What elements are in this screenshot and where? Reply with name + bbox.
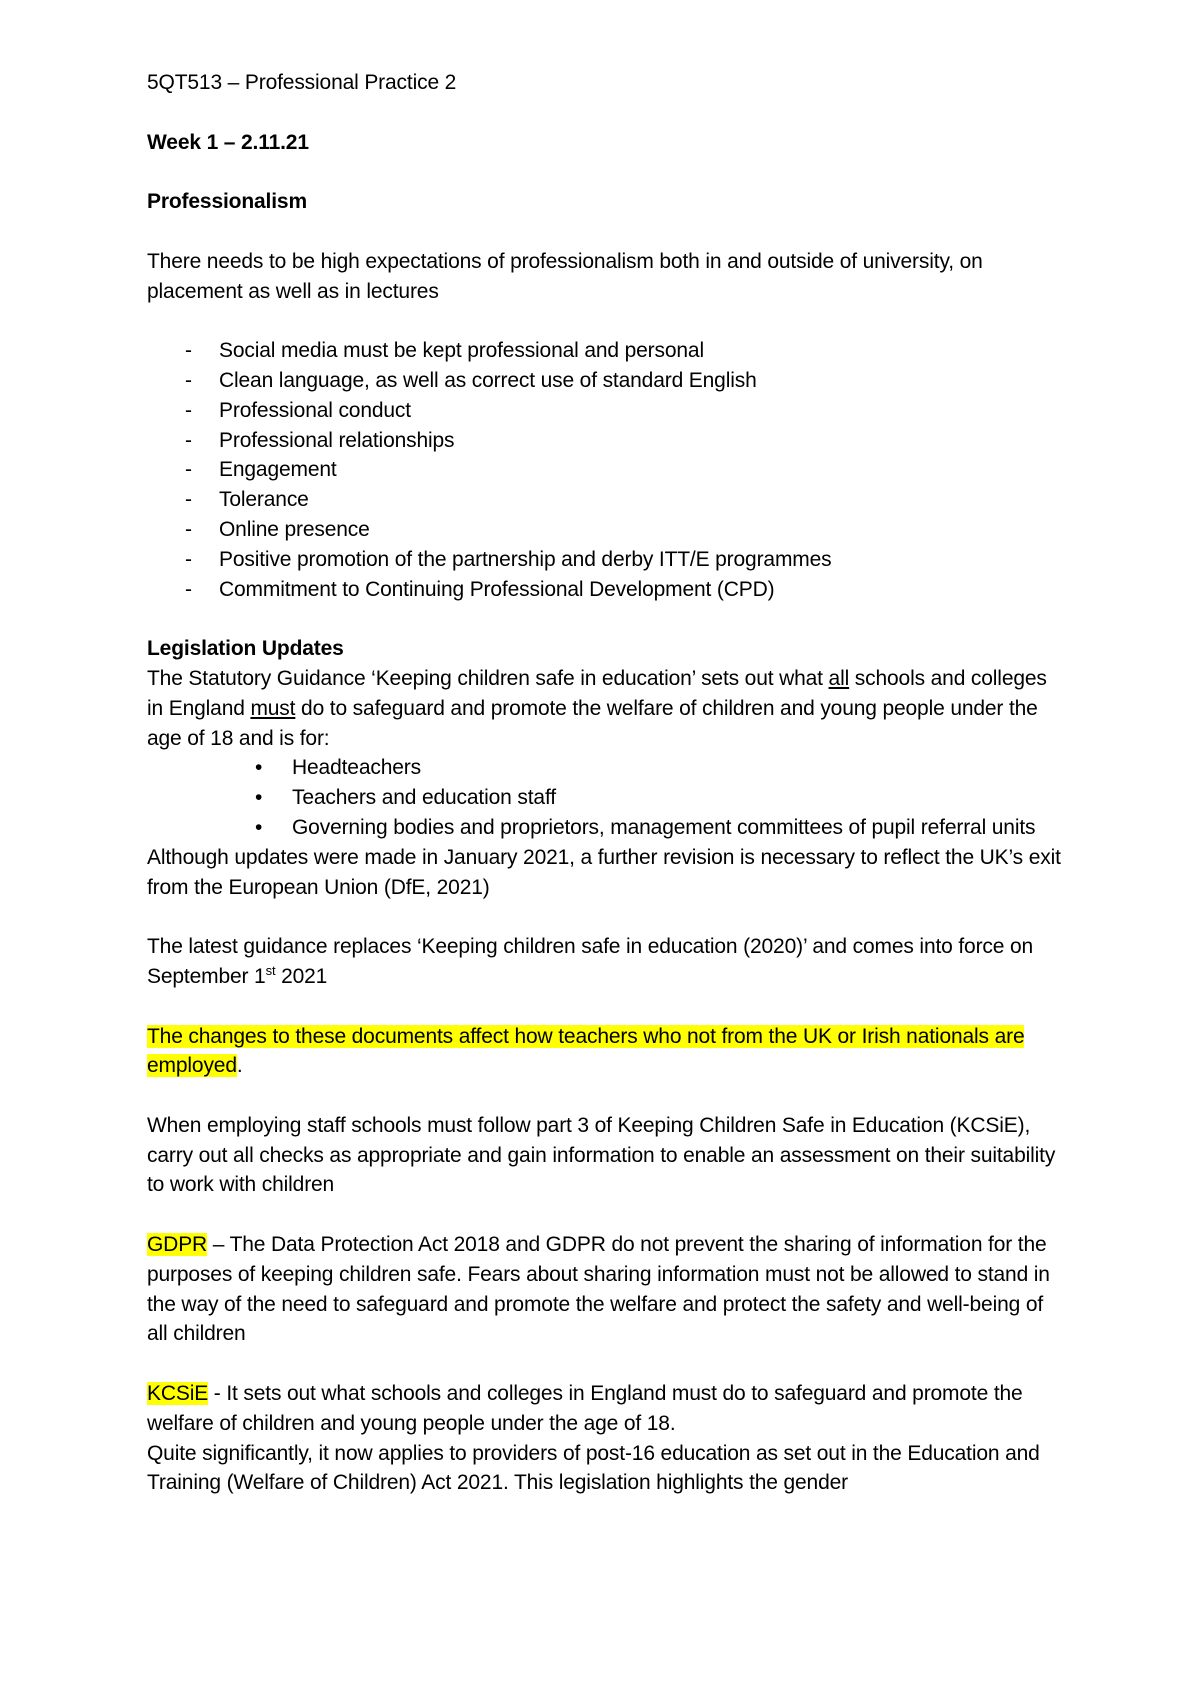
highlighted-paragraph [147, 1022, 1067, 1082]
week-heading: Week 1 – 2.11.21 [147, 130, 309, 154]
legislation-heading: Legislation Updates [147, 637, 344, 661]
list-item: - Tolerance [147, 485, 1067, 515]
text-run: The Statutory Guidance ‘Keeping children safe in education’ sets out what [147, 666, 829, 690]
latest-guidance-paragraph [147, 932, 1067, 992]
kcsie-label: KCSiE [147, 1382, 209, 1406]
professionalism-heading: Professionalism [147, 190, 307, 214]
highlighted-text: The changes to these documents affect how teachers who not from the UK or Irish nationals are employed [147, 1024, 1025, 1078]
gdpr-paragraph [147, 1230, 1067, 1349]
statutory-guidance-paragraph [147, 664, 1067, 753]
list-item: - Engagement [147, 455, 1067, 485]
spacer [147, 992, 1067, 1022]
spacer [147, 1200, 1067, 1230]
list-item: - Commitment to Continuing Professional Development (CPD) [147, 575, 1067, 605]
text-run: – The Data Protection Act 2018 and GDPR do not prevent the sharing of information for the purposes of keeping children safe. Fears about sharing information must not be allowed to stand in the way of the need to safeguard and promote the welfare and protect the safety and well-being of all children [147, 1233, 1050, 1346]
superscript: st [265, 962, 276, 978]
employing-staff-paragraph: When employing staff schools must follow part 3 of Keeping Children Safe in Education (KCSiE), carry out all checks as appropriate and gain information to enable an assessment on their suitability to work with children [147, 1113, 1056, 1197]
list-item: - Social media must be kept professional and personal [147, 336, 1067, 366]
spacer [147, 157, 1067, 187]
text-run: - It sets out what schools and colleges in England must do to safeguard and promote the welfare of children and young people under the age of 18. [147, 1382, 1023, 1435]
text-run: The latest guidance replaces ‘Keeping children safe in education (2020)’ and comes into force on September 1 [147, 935, 1034, 988]
list-item: - Clean language, as well as correct use of standard English [147, 366, 1067, 396]
spacer [147, 902, 1067, 932]
list-item: - Professional relationships [147, 426, 1067, 456]
text-run: do to safeguard and promote the welfare of children and young people under the age of 18 and is for: [147, 696, 1038, 750]
gdpr-label: GDPR [147, 1233, 208, 1257]
text-run: 2021 [275, 964, 328, 988]
spacer [147, 306, 1067, 336]
spacer [147, 98, 1067, 128]
emphasis-all: all [828, 666, 850, 690]
list-item: - Positive promotion of the partnership and derby ITT/E programmes [147, 545, 1067, 575]
audience-list [147, 753, 1067, 842]
brexit-update-paragraph: Although updates were made in January 2021, a further revision is necessary to reflect the UK’s exit from the European Union (DfE, 2021) [147, 845, 1061, 899]
list-item: - Professional conduct [147, 396, 1067, 426]
course-title: 5QT513 – Professional Practice 2 [147, 71, 457, 94]
text-run: . [236, 1054, 243, 1078]
list-item: • Governing bodies and proprietors, management committees of pupil referral units [147, 813, 1067, 843]
post16-paragraph: Quite significantly, it now applies to providers of post-16 education as set out in the Education and Training (Welfare of Children) Act 2021. This legislation highlights the gender [147, 1441, 1040, 1495]
list-item: • Teachers and education staff [147, 783, 1067, 813]
list-item: - Online presence [147, 515, 1067, 545]
list-item: • Headteachers [147, 753, 1067, 783]
spacer [147, 1349, 1067, 1379]
text-run: schools and colleges in England [147, 666, 1047, 720]
professionalism-intro: There needs to be high expectations of professionalism both in and outside of university, on placement as well as in lectures [147, 249, 983, 303]
spacer [147, 217, 1067, 247]
document-page [147, 68, 1067, 1498]
professionalism-list [147, 336, 1067, 604]
emphasis-must: must [250, 696, 296, 720]
spacer [147, 604, 1067, 634]
spacer [147, 1081, 1067, 1111]
kcsie-paragraph [147, 1379, 1067, 1439]
